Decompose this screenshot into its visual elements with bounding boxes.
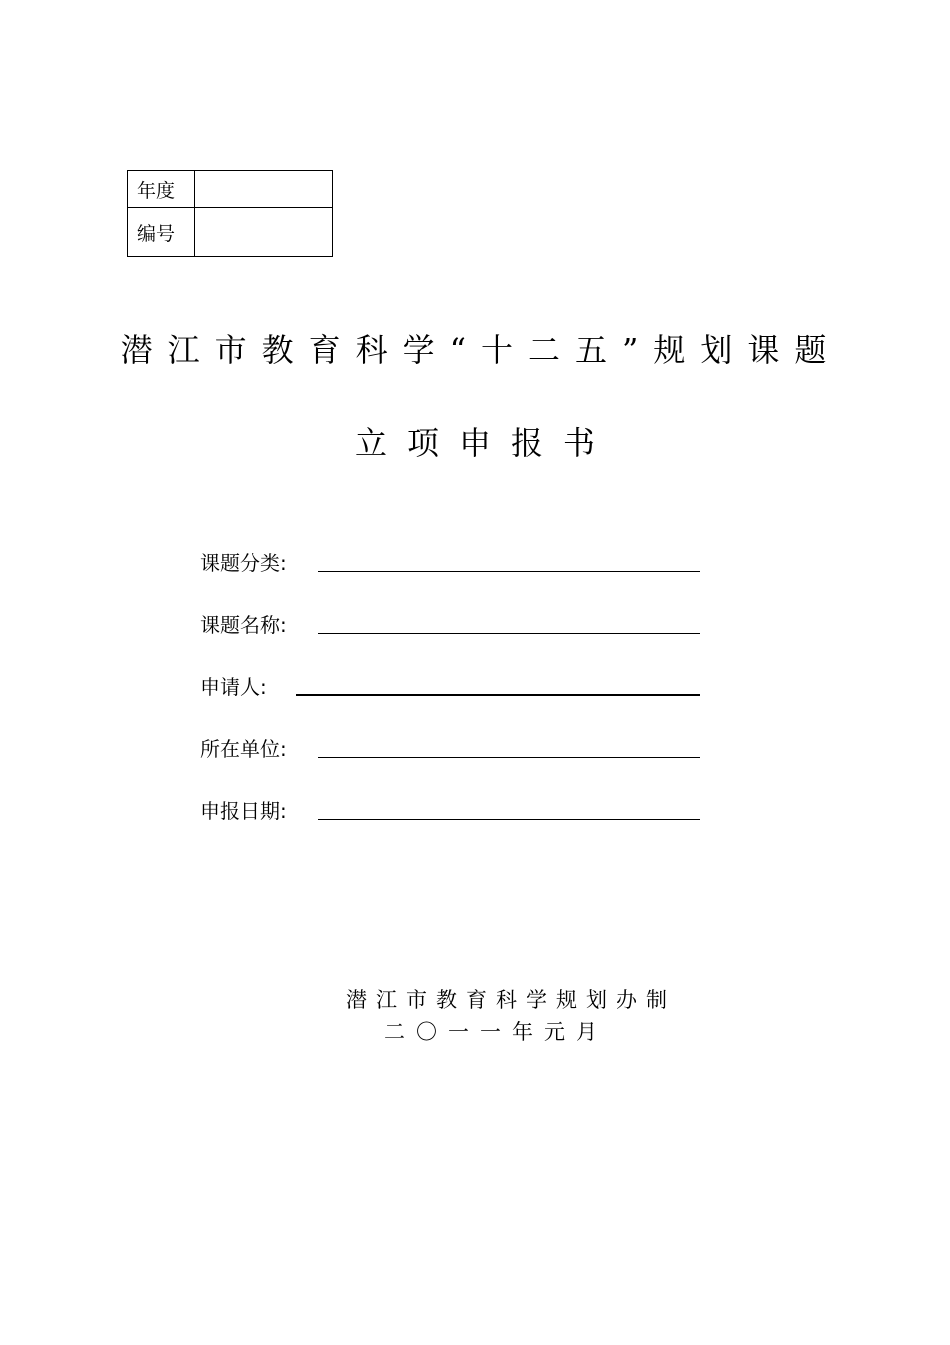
year-number-box (127, 170, 333, 257)
application-date-line[interactable] (318, 819, 700, 820)
issue-date: 二〇一一年元月 (384, 1020, 608, 1044)
year-row (128, 171, 333, 208)
project-name-line[interactable] (318, 633, 700, 634)
field-label: 所在单位: (200, 737, 287, 761)
issuing-office: 潜江市教育科学规划办制 (346, 988, 676, 1012)
number-label: 编号 (128, 208, 195, 257)
field-label: 课题名称: (200, 613, 287, 637)
number-row (128, 208, 333, 257)
field-label: 申请人: (200, 675, 267, 699)
applicant-line[interactable] (296, 694, 700, 696)
year-value-cell[interactable] (195, 171, 333, 208)
field-label: 课题分类: (200, 551, 287, 575)
organization-line[interactable] (318, 757, 700, 758)
project-category-line[interactable] (318, 571, 700, 572)
field-label: 申报日期: (200, 799, 287, 823)
document-subtitle: 立项申报书 (354, 424, 615, 462)
year-label: 年度 (128, 171, 195, 208)
document-title: 潜江市教育科学“十二五”规划课题 (120, 331, 842, 369)
number-value-cell[interactable] (195, 208, 333, 257)
